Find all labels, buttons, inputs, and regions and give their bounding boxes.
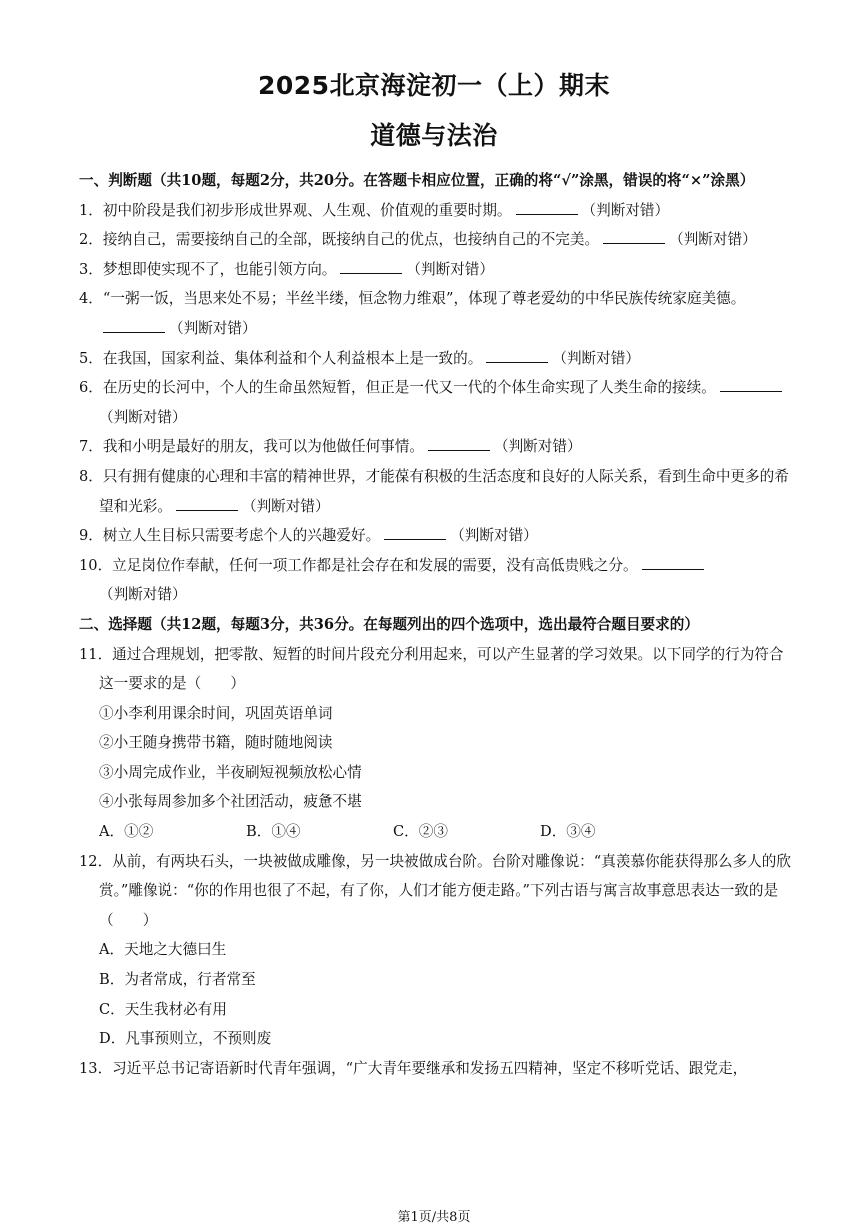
option-a: A．天地之大德曰生 [99,941,227,959]
answer-choices [79,817,793,847]
choice-c: C．②③ [393,823,448,841]
answer-blank [603,229,665,244]
option-b: B．为者常成，行者常至 [99,971,256,989]
judge-question-9: 9．树立人生目标只需要考虑个人的兴趣爱好。 （判断对错） [79,527,538,545]
choice-question-11: 11．通过合理规划，把零散、短暂的时间片段充分利用起来，可以产生显著的学习效果。以下同学的行为符合这一要求的是（ ） [79,645,784,693]
answer-blank [516,200,578,215]
answer-blank [176,496,238,511]
answer-blank [340,259,402,274]
statement-item: ③小周完成作业，半夜刷短视频放松心情 [99,763,362,781]
exam-title: 2025北京海淀初一（上）期末 [257,71,611,100]
answer-blank [720,377,782,392]
choice-a: A．①② [99,823,154,841]
answer-blank [486,348,548,363]
judge-question-5: 5．在我国，国家利益、集体利益和个人利益根本上是一致的。 （判断对错） [79,349,640,367]
statement-item: ④小张每周参加多个社团活动，疲惫不堪 [99,793,362,811]
answer-blank [103,318,165,333]
statement-item: ②小王随身携带书籍，随时随地阅读 [99,734,333,752]
answer-blank [384,525,446,540]
judge-question-7: 7．我和小明是最好的朋友，我可以为他做任何事情。 （判断对错） [79,438,582,456]
option-d: D．凡事预则立，不预则废 [99,1030,272,1048]
exam-content [79,166,793,1083]
section-heading-choice: 二、选择题（共12题，每题3分，共36分。在每题列出的四个选项中，选出最符合题目要求的） [79,615,699,633]
answer-blank [642,555,704,570]
choice-question-13: 13．习近平总书记寄语新时代青年强调，“广大青年要继承和发扬五四精神，坚定不移听党话、跟党走， [79,1059,748,1077]
judge-question-8: 8．只有拥有健康的心理和丰富的精神世界，才能葆有积极的生活态度和良好的人际关系，看到生命中更多的希望和光彩。 （判断对错） [79,467,789,515]
statement-item: ①小李利用课余时间，巩固英语单词 [99,704,333,722]
subject-title: 道德与法治 [370,121,498,150]
section-heading-judge: 一、判断题（共10题，每题2分，共20分。在答题卡相应位置，正确的将“√”涂黑，错误的将“×”涂黑） [79,172,755,189]
answer-blank [428,436,490,451]
choice-d: D．③④ [540,823,596,841]
judge-question-1: 1．初中阶段是我们初步形成世界观、人生观、价值观的重要时期。 （判断对错） [79,201,670,219]
judge-question-3: 3．梦想即使实现不了，也能引领方向。 （判断对错） [79,260,494,278]
judge-question-4: 4．“一粥一饭，当思来处不易；半丝半缕，恒念物力维艰”，体现了尊老爱幼的中华民族传统家庭美德。（判断对错） [79,290,746,337]
choice-question-12: 12．从前，有两块石头，一块被做成雕像，另一块被做成台阶。台阶对雕像说：“真羡慕你能获得那么多人的欣赏。”雕像说：“你的作用也很了不起，有了你，人们才能方便走路。”下列古语与寓言故事意思表达一致的是（ ） [79,852,791,929]
judge-question-6: 6．在历史的长河中，个人的生命虽然短暂，但正是一代又一代的个体生命实现了人类生命的接续。（判断对错） [79,373,793,432]
judge-question-2: 2．接纳自己，需要接纳自己的全部，既接纳自己的优点，也接纳自己的不完美。 （判断对错） [79,231,757,249]
page-footer: 第1页/共8页 [397,1210,471,1225]
choice-b: B．①④ [246,823,301,841]
judge-question-10: 10．立足岗位作奉献，任何一项工作都是社会存在和发展的需要，没有高低贵贱之分。（判断对错） [79,551,793,610]
option-c: C．天生我材必有用 [99,1000,227,1018]
